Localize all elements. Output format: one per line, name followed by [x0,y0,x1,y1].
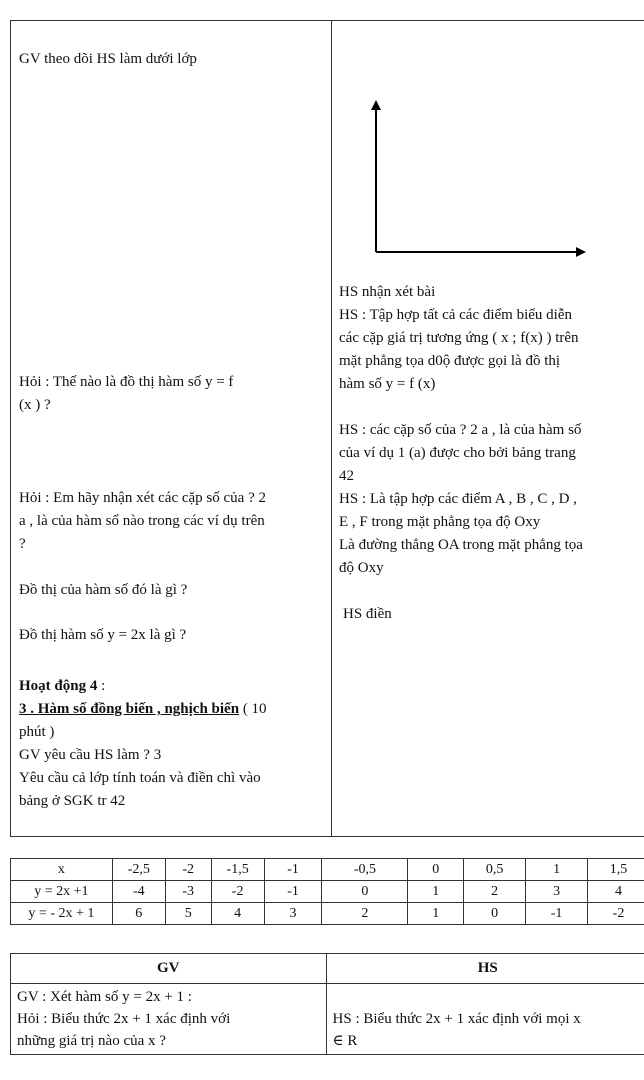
gv-follow-text: GV theo dõi HS làm dưới lớp [19,51,197,67]
table-row [11,903,644,925]
hs-def-line4: hàm số y = f (x) [339,376,436,392]
hs-comment: HS nhận xét bài [339,284,436,300]
question-2-line2: a , là của hàm số nào trong các ví dụ trên [19,513,265,529]
table-cell: 0 [408,859,464,881]
table-cell: 3 [526,881,588,903]
table-cell: 1 [408,881,464,903]
table-cell: 2 [464,881,526,903]
section-title: 3 . Hàm số đồng biến , nghịch biến [19,701,240,717]
value-table [10,858,644,925]
section-time-a: ( 10 [239,701,267,717]
table-cell: x [11,859,113,881]
question-2-line3: ? [19,536,26,552]
table-cell: y = - 2x + 1 [11,903,113,925]
table-cell: 5 [165,903,211,925]
table-row [11,859,644,881]
hs-answer-line2: ∈ R [332,1033,358,1049]
column-divider [331,21,332,836]
hs-cell [326,984,644,1055]
table-cell: -2 [211,881,264,903]
header-gv: GV [11,954,327,984]
hs-cell-spacer [333,986,643,1008]
hs-fill: HS điền [343,606,392,622]
hs-set-line2: E , F trong mặt phẳng tọa độ Oxy [339,514,541,530]
question-1-line2: (x ) ? [19,397,51,413]
gv-cell [11,984,327,1055]
question-4: Đồ thị hàm số y = 2x là gì ? [19,627,187,643]
table-cell: 4 [588,881,644,903]
question-3: Đồ thị của hàm số đó là gì ? [19,582,188,598]
question-2-line1: Hỏi : Em hãy nhận xét các cặp số của ? 2 [19,490,266,506]
table-cell: 1 [526,859,588,881]
table-cell: 0,5 [464,859,526,881]
table-cell: 4 [211,903,264,925]
table-cell: 1,5 [588,859,644,881]
x-axis-arrow-icon [576,247,586,257]
question-1-line1: Hỏi : Thế nào là đồ thị hàm số y = f [19,374,234,390]
hs-def-line3: mặt phẳng tọa d0ộ được gọi là đồ thị [339,353,561,369]
request-line2: bảng ở SGK tr 42 [19,793,126,809]
hs-set-line1: HS : Là tập hợp các điểm A , B , C , D , [339,491,577,507]
hs-line-line1: Là đường thẳng OA trong mặt phẳng tọa [339,537,583,553]
table-cell: 3 [264,903,322,925]
table-cell: -2 [588,903,644,925]
request-line1: Yêu cầu cả lớp tính toán và điền chì vào [19,770,261,786]
hs-answer-line1: HS : Biểu thức 2x + 1 xác định với mọi x [332,1011,581,1027]
gv-hs-table [10,953,644,1055]
table-cell: -0,5 [322,859,408,881]
hs-line-line2: độ Oxy [339,560,384,576]
table-cell: -3 [165,881,211,903]
table-row [11,984,644,1055]
table-cell: -1 [264,881,322,903]
table-cell: 1 [408,903,464,925]
table-cell: -1 [526,903,588,925]
gv-line2: Hỏi : Biểu thức 2x + 1 xác định với [17,1011,231,1027]
table-cell: -2,5 [112,859,165,881]
hs-pairs-line1: HS : các cặp số của ? 2 a , là của hàm số [339,422,582,438]
gv-request: GV yêu cầu HS làm ? 3 [19,747,162,763]
table-cell: -4 [112,881,165,903]
activity-heading [19,675,105,698]
y-axis-arrow-icon [371,100,381,110]
table-cell: -2 [165,859,211,881]
header-hs: HS [326,954,644,984]
hs-def-line2: các cặp giá trị tương ứng ( x ; f(x) ) trên [339,330,579,346]
table-cell: 2 [322,903,408,925]
gv-line3: những giá trị nào của x ? [17,1033,166,1049]
table-header-row [11,954,644,984]
table-cell: 6 [112,903,165,925]
hs-def-line1: HS : Tập hợp tất cả các điểm biểu diễn [339,307,572,323]
coordinate-axes-figure [360,100,590,260]
table-cell: -1,5 [211,859,264,881]
table-row [11,881,644,903]
activity-label: Hoạt động 4 [19,678,98,694]
hs-pairs-line3: 42 [339,468,354,484]
gv-line1: GV : Xét hàm số y = 2x + 1 : [17,989,192,1005]
activity-colon: : [97,678,106,694]
hs-pairs-line2: của ví dụ 1 (a) được cho bởi bảng trang [339,445,576,461]
section-time-b: phút ) [19,724,55,740]
table-cell: 0 [322,881,408,903]
table-cell: 0 [464,903,526,925]
section-heading [19,698,267,721]
table-cell: y = 2x +1 [11,881,113,903]
table-cell: -1 [264,859,322,881]
